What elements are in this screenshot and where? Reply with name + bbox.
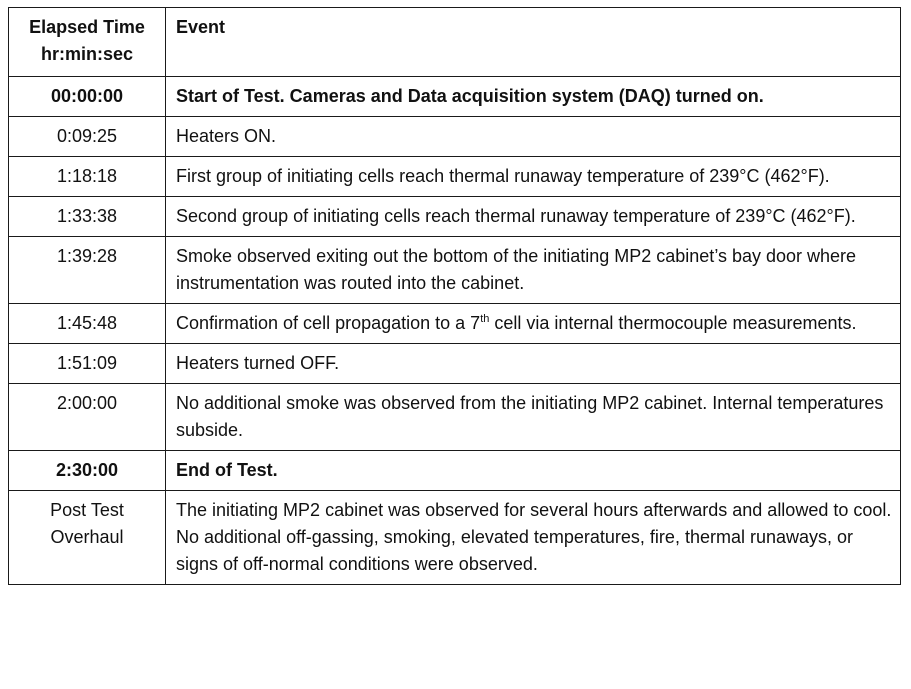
elapsed-time-cell (9, 491, 166, 585)
table-row (9, 77, 901, 117)
elapsed-time-cell: 1:45:48 (9, 304, 166, 344)
table-row (9, 384, 901, 451)
elapsed-time-cell: 0:09:25 (9, 117, 166, 157)
event-cell: No additional smoke was observed from the initiating MP2 cabinet. Internal temperatures subside. (166, 384, 901, 451)
test-timeline-table (8, 7, 901, 585)
header-elapsed-time-line2: hr:min:sec (40, 44, 134, 64)
header-event: Event (166, 8, 901, 77)
table-row (9, 237, 901, 304)
table-row (9, 117, 901, 157)
event-cell: Start of Test. Cameras and Data acquisition system (DAQ) turned on. (166, 77, 901, 117)
table-row (9, 344, 901, 384)
elapsed-time-cell: 1:18:18 (9, 157, 166, 197)
elapsed-time-line1: Post Test (50, 500, 124, 520)
elapsed-time-cell: 1:39:28 (9, 237, 166, 304)
elapsed-time-cell: 1:51:09 (9, 344, 166, 384)
event-cell: Second group of initiating cells reach thermal runaway temperature of 239°C (462°F). (166, 197, 901, 237)
table-row (9, 157, 901, 197)
event-cell: The initiating MP2 cabinet was observed for several hours afterwards and allowed to cool. No additional off-gassing, smoking, elevated temperatures, fire, thermal runaways, or signs of off-normal conditions were observed. (166, 491, 901, 585)
event-cell: Heaters ON. (166, 117, 901, 157)
header-elapsed-time (9, 8, 166, 77)
event-text-suffix: cell via internal thermocouple measurements. (489, 313, 857, 333)
elapsed-time-line2: Overhaul (50, 527, 124, 547)
event-cell: Smoke observed exiting out the bottom of the initiating MP2 cabinet’s bay door where instrumentation was routed into the cabinet. (166, 237, 901, 304)
table-row (9, 491, 901, 585)
table-row (9, 197, 901, 237)
table-row (9, 304, 901, 344)
elapsed-time-cell: 1:33:38 (9, 197, 166, 237)
event-cell (166, 304, 901, 344)
event-cell: First group of initiating cells reach thermal runaway temperature of 239°C (462°F). (166, 157, 901, 197)
table-header-row (9, 8, 901, 77)
event-cell: Heaters turned OFF. (166, 344, 901, 384)
elapsed-time-cell: 00:00:00 (9, 77, 166, 117)
elapsed-time-cell: 2:00:00 (9, 384, 166, 451)
header-elapsed-time-line1: Elapsed Time (29, 17, 145, 37)
table-row (9, 451, 901, 491)
event-text-prefix: Confirmation of cell propagation to a 7 (176, 313, 481, 333)
event-cell: End of Test. (166, 451, 901, 491)
ordinal-superscript: th (480, 313, 490, 325)
elapsed-time-cell: 2:30:00 (9, 451, 166, 491)
